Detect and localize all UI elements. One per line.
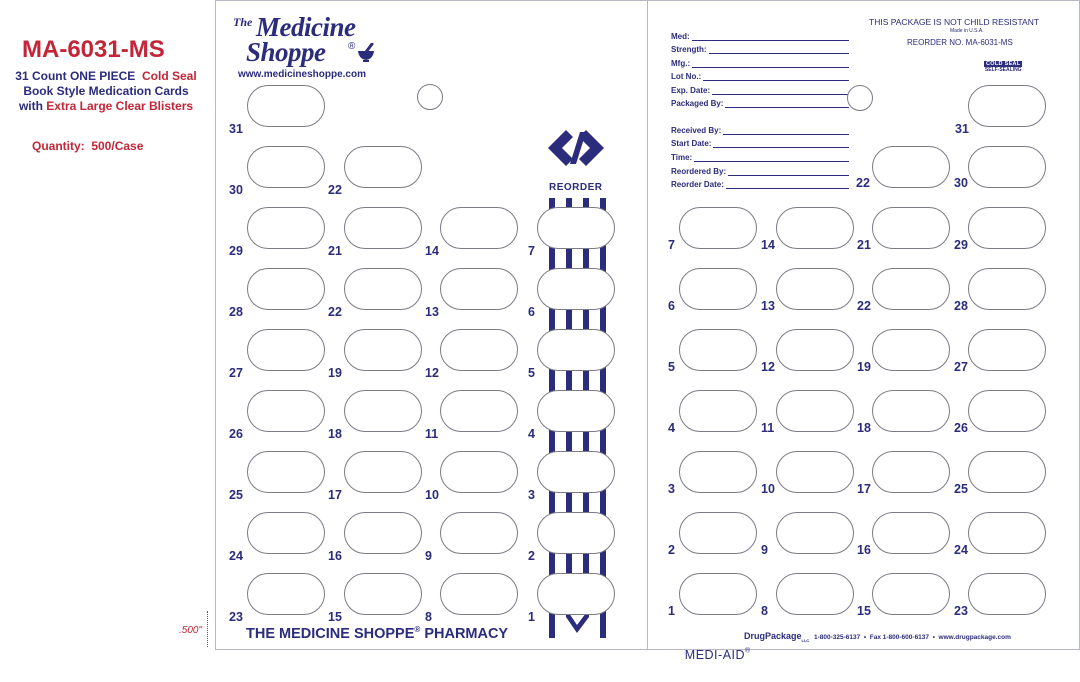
desc-style: Book Style Medication Cards: [23, 84, 189, 98]
blister-cavity: [872, 451, 950, 493]
self-sealing-label: SELF-SEALING: [984, 67, 1022, 73]
reorder-label: REORDER: [549, 182, 603, 193]
blister-cavity: [247, 268, 325, 310]
field-label: Time:: [671, 153, 693, 162]
blister-cavity: [776, 573, 854, 615]
blister-cavity: [968, 573, 1046, 615]
logo-shoppe: Shoppe: [246, 37, 326, 67]
blister-cavity: [247, 146, 325, 188]
cold-seal-label: COLD SEAL: [986, 61, 1021, 67]
day-number: 14: [761, 238, 775, 252]
field-label: Lot No.:: [671, 72, 702, 81]
blister-cavity: [247, 573, 325, 615]
day-number: 5: [668, 360, 675, 374]
blister-cavity: [344, 146, 422, 188]
desc-blisters: Extra Large Clear Blisters: [46, 99, 194, 113]
blister-cavity: [247, 85, 325, 127]
drugpackage-name: DrugPackage: [744, 631, 802, 641]
day-number: 11: [425, 427, 439, 441]
ribbon-tail: [549, 611, 606, 639]
day-number: 4: [528, 427, 535, 441]
day-number: 30: [954, 176, 968, 190]
field-line[interactable]: [712, 94, 849, 95]
day-number: 22: [857, 299, 871, 313]
dimension-tick: [207, 611, 208, 647]
drugpackage-brand: [744, 631, 809, 643]
website-url: www.medicineshoppe.com: [238, 69, 366, 80]
desc-count: 31 Count ONE PIECE: [15, 69, 136, 83]
logo-registered: ®: [348, 41, 356, 52]
day-number: 3: [668, 482, 675, 496]
blister-cavity: [440, 207, 518, 249]
day-number: 27: [954, 360, 968, 374]
reorder-number: REORDER NO. MA-6031-MS: [907, 38, 1013, 47]
day-number: 24: [954, 543, 968, 557]
day-number: 2: [528, 549, 535, 563]
day-number: 22: [328, 305, 342, 319]
blister-cavity: [440, 512, 518, 554]
child-resistant-warning: THIS PACKAGE IS NOT CHILD RESISTANT: [869, 17, 1040, 27]
field-line[interactable]: [692, 40, 849, 41]
footer-registered: ®: [414, 625, 421, 634]
medi-aid-registered: ®: [745, 647, 751, 655]
blister-cavity: [344, 329, 422, 371]
blister-cavity: [537, 329, 615, 371]
day-number: 28: [954, 299, 968, 313]
blister-cavity: [872, 329, 950, 371]
footer-pharmacy: PHARMACY: [420, 625, 509, 642]
day-number: 18: [857, 421, 871, 435]
blister-cavity: [440, 329, 518, 371]
field-label: Mfg.:: [671, 59, 691, 68]
day-number: 21: [857, 238, 871, 252]
blister-cavity: [776, 390, 854, 432]
field-line[interactable]: [725, 107, 849, 108]
cold-seal-badge: [984, 61, 1022, 73]
day-number: 27: [229, 366, 243, 380]
field-label: Reorder Date:: [671, 180, 724, 189]
day-number: 8: [761, 604, 768, 618]
field-line[interactable]: [728, 175, 849, 176]
desc-cold-seal: Cold Seal: [142, 69, 197, 83]
blister-cavity: [968, 85, 1046, 127]
fax-number: Fax 1-800-600-6137: [869, 634, 930, 641]
day-number: 29: [954, 238, 968, 252]
phone-number: 1-800-325-6137: [814, 634, 861, 641]
day-number: 18: [328, 427, 342, 441]
day-number: 22: [856, 176, 870, 190]
day-number: 23: [954, 604, 968, 618]
blister-cavity: [776, 451, 854, 493]
binder-hole: [847, 85, 873, 111]
field-label: Start Date:: [671, 139, 712, 148]
blister-cavity: [679, 329, 757, 371]
field-line[interactable]: [694, 161, 849, 162]
blister-cavity: [776, 268, 854, 310]
day-number: 19: [857, 360, 871, 374]
day-number: 22: [328, 183, 342, 197]
blister-cavity: [968, 146, 1046, 188]
day-number: 11: [761, 421, 775, 435]
blister-cavity: [537, 512, 615, 554]
blister-cavity: [679, 512, 757, 554]
made-in-label: Made in U.S.A.: [950, 28, 984, 34]
day-number: 9: [425, 549, 432, 563]
day-number: 25: [229, 488, 243, 502]
field-line[interactable]: [709, 53, 849, 54]
day-number: 6: [528, 305, 535, 319]
blister-cavity: [679, 207, 757, 249]
day-number: 4: [668, 421, 675, 435]
day-number: 28: [229, 305, 243, 319]
blister-cavity: [440, 451, 518, 493]
day-number: 21: [328, 244, 342, 258]
blister-cavity: [776, 329, 854, 371]
day-number: 3: [528, 488, 535, 502]
blister-cavity: [537, 573, 615, 615]
day-number: 16: [857, 543, 871, 557]
day-number: 2: [668, 543, 675, 557]
field-label: Exp. Date:: [671, 86, 711, 95]
day-number: 13: [761, 299, 775, 313]
day-number: 25: [954, 482, 968, 496]
day-number: 15: [328, 610, 342, 624]
blister-cavity: [344, 268, 422, 310]
blister-cavity: [872, 268, 950, 310]
day-number: 6: [668, 299, 675, 313]
day-number: 12: [761, 360, 775, 374]
day-number: 19: [328, 366, 342, 380]
blister-cavity: [247, 390, 325, 432]
day-number: 5: [528, 366, 535, 380]
blister-cavity: [247, 512, 325, 554]
product-code: MA-6031-MS: [22, 36, 165, 63]
blister-cavity: [968, 268, 1046, 310]
blister-cavity: [344, 390, 422, 432]
blister-cavity: [440, 390, 518, 432]
day-number: 26: [229, 427, 243, 441]
blister-cavity: [872, 512, 950, 554]
blister-cavity: [872, 207, 950, 249]
blister-cavity: [440, 573, 518, 615]
right-footer: [667, 628, 750, 682]
blister-cavity: [344, 207, 422, 249]
left-card: [215, 0, 649, 650]
blister-cavity: [968, 512, 1046, 554]
field-line[interactable]: [726, 188, 849, 189]
binder-hole: [417, 84, 443, 110]
day-number: 7: [668, 238, 675, 252]
contact-line: 1-800-325-6137 • Fax 1-800-600-6137 • www.drugpackage.com: [814, 634, 1011, 641]
blister-cavity: [968, 390, 1046, 432]
field-label: Received By:: [671, 126, 722, 135]
day-number: 12: [425, 366, 439, 380]
blister-cavity: [968, 329, 1046, 371]
blister-cavity: [968, 207, 1046, 249]
logo-medicine: Medicine: [256, 12, 356, 42]
blister-cavity: [776, 512, 854, 554]
blister-cavity: [872, 146, 950, 188]
day-number: 17: [857, 482, 871, 496]
diamond-logo-icon: [546, 128, 606, 168]
day-number: 10: [761, 482, 775, 496]
blister-cavity: [537, 268, 615, 310]
blister-cavity: [679, 390, 757, 432]
blister-cavity: [679, 573, 757, 615]
day-number: 17: [328, 488, 342, 502]
day-number: 31: [229, 122, 243, 136]
day-number: 16: [328, 549, 342, 563]
blister-cavity: [872, 573, 950, 615]
field-label: Med:: [671, 32, 690, 41]
blister-cavity: [440, 268, 518, 310]
day-number: 26: [954, 421, 968, 435]
blister-cavity: [968, 451, 1046, 493]
day-number: 1: [668, 604, 675, 618]
product-description: [0, 69, 212, 114]
blister-cavity: [344, 451, 422, 493]
blister-cavity: [537, 390, 615, 432]
logo-the: The: [233, 15, 253, 29]
desc-with: with: [18, 99, 43, 113]
field-line[interactable]: [713, 147, 849, 148]
day-number: 29: [229, 244, 243, 258]
day-number: 24: [229, 549, 243, 563]
blister-cavity: [537, 451, 615, 493]
blister-cavity: [344, 512, 422, 554]
drugpackage-llc: LLC: [801, 637, 810, 643]
day-number: 10: [425, 488, 439, 502]
dimension-label: .500": [179, 625, 203, 636]
field-label: Reordered By:: [671, 167, 727, 176]
day-number: 23: [229, 610, 243, 624]
day-number: 9: [761, 543, 768, 557]
blister-cavity: [776, 207, 854, 249]
day-number: 13: [425, 305, 439, 319]
day-number: 14: [425, 244, 439, 258]
day-number: 30: [229, 183, 243, 197]
day-number: 31: [955, 122, 969, 136]
day-number: 15: [857, 604, 871, 618]
field-line[interactable]: [723, 134, 849, 135]
footer-brand: THE MEDICINE SHOPPE: [246, 625, 415, 642]
field-line[interactable]: [692, 67, 849, 68]
blister-cavity: [247, 451, 325, 493]
day-number: 8: [425, 610, 432, 624]
blister-cavity: [344, 573, 422, 615]
right-card: [647, 0, 1080, 662]
left-footer: [246, 625, 508, 642]
blister-cavity: [247, 207, 325, 249]
blister-cavity: [679, 268, 757, 310]
blister-cavity: [872, 390, 950, 432]
blister-cavity: [537, 207, 615, 249]
quantity-label: Quantity: 500/Case: [32, 139, 144, 153]
field-label: Strength:: [671, 45, 707, 54]
medi-aid-brand: MEDI-AID: [684, 648, 746, 662]
day-number: 7: [528, 244, 535, 258]
field-line[interactable]: [703, 80, 849, 81]
blister-cavity: [679, 451, 757, 493]
mortar-pestle-icon: [357, 43, 375, 63]
field-label: Packaged By:: [671, 99, 724, 108]
day-number: 1: [528, 610, 535, 624]
drugpackage-url: www.drugpackage.com: [938, 634, 1011, 641]
blister-cavity: [247, 329, 325, 371]
